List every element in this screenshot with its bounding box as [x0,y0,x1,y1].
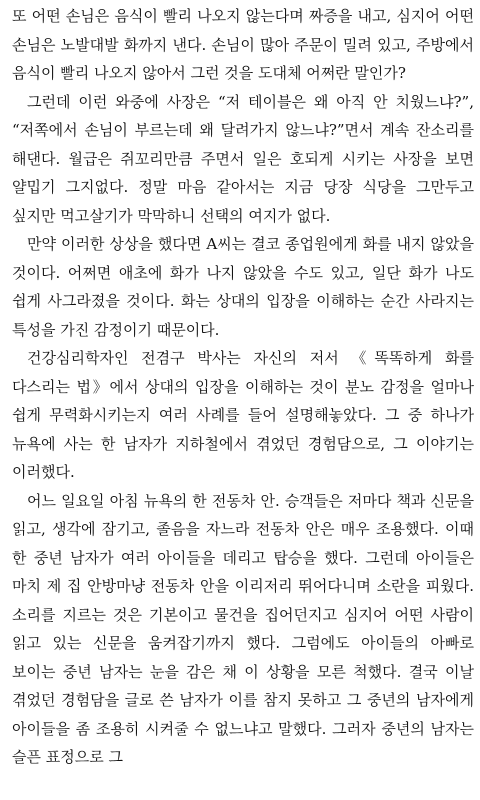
paragraph-2: 그런데 이런 와중에 사장은 “저 테이블은 왜 아직 안 치웠느냐?”, “저쪽에서 손님이 부르는데 왜 달려가지 않느냐?”면서 계속 잔소리를 해댄다. 월급은 쥐꼬리만큼 주면서 일은 호되게 시키는 사장을 보면 얄밉기 그지없다. 정말 마음 같아서는 지금 당장 식당을 그만두고 싶지만 먹고살기가 막막하니 선택의 여지가 없다. [12,92,474,225]
paragraph-5: 어느 일요일 아침 뉴욕의 한 전동차 안. 승객들은 저마다 책과 신문을 읽고, 생각에 잠기고, 졸음을 자느라 전동차 안은 매우 조용했다. 이때 한 중년 남자가 여러 아이들을 데리고 탑승을 했다. 그런데 아이들은 마치 제 집 안방마냥 전동차 안을 이리저리 뛰어다니며 소란을 피웠다. 소리를 지르는 것은 기본이고 물건을 집어던지고 심지어 어떤 사람이 읽고 있는 신문을 움켜잡기까지 했다. 그럼에도 아이들의 아빠로 보이는 중년 남자는 눈을 감은 채 이 상황을 모른 척했다. 결국 이날 겪었던 경험담을 글로 쓴 남자가 이를 참지 못하고 그 중년의 남자에게 아이들을 좀 조용히 시켜줄 수 없느냐고 말했다. 그러자 중년의 남자는 슬픈 표정으로 그 [12,491,474,766]
paragraph-3: 만약 이러한 상상을 했다면 A씨는 결코 종업원에게 화를 내지 않았을 것이다. 어쩌면 애초에 화가 나지 않았을 수도 있고, 일단 화가 나도 쉽게 사그라졌을 것이다. 화는 상대의 입장을 이해하는 순간 사라지는 특성을 가진 감정이기 때문이다. [12,235,474,339]
paragraph-1: 또 어떤 손님은 음식이 빨리 나오지 않는다며 짜증을 내고, 심지어 어떤 손님은 노발대발 화까지 낸다. 손님이 많아 주문이 밀려 있고, 주방에서 음식이 빨리 나오지 않아서 그런 것을 도대체 어쩌란 말인가? [12,7,474,82]
paragraph-4: 건강심리학자인 전겸구 박사는 자신의 저서 《똑똑하게 화를 다스리는 법》에서 상대의 입장을 이해하는 것이 분노 감정을 얼마나 쉽게 무력화시키는지 여러 사례를 들어 설명해놓았다. 그 중 하나가 뉴욕에 사는 한 남자가 지하철에서 겪었던 경험담으로, 그 이야기는 이러했다. [12,349,474,481]
